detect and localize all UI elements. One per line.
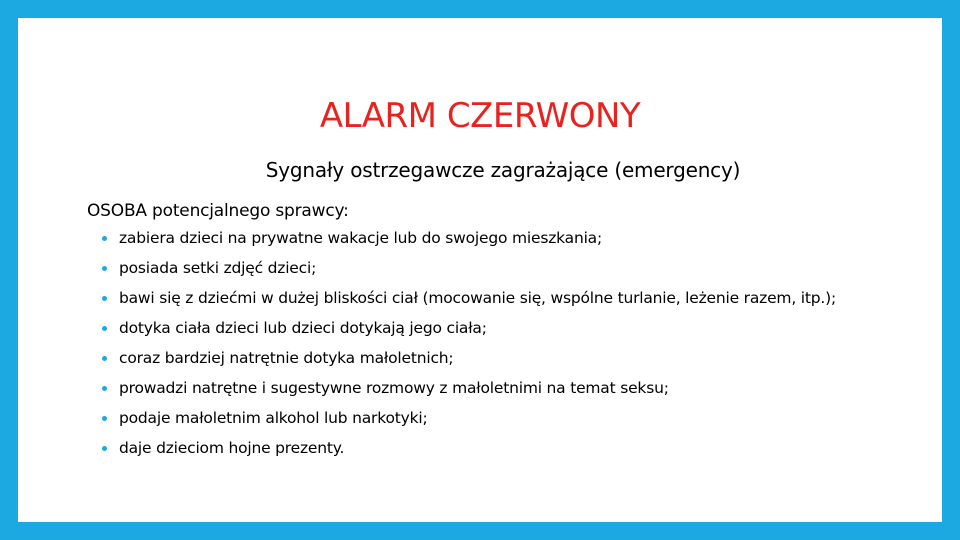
bullet-dot-icon	[102, 386, 107, 391]
bullet-text: bawi się z dziećmi w dużej bliskości ciał (mocowanie się, wspólne turlanie, leżenie razem, itp.);	[119, 289, 836, 307]
bullet-text: coraz bardziej natrętnie dotyka małoletnich;	[119, 349, 454, 367]
bullet-text: posiada setki zdjęć dzieci;	[119, 259, 317, 277]
bullet-item	[102, 376, 862, 400]
bullet-dot-icon	[102, 326, 107, 331]
slide-title: ALARM CZERWONY	[319, 96, 641, 136]
bullet-item	[102, 316, 862, 340]
bullet-item	[102, 406, 862, 430]
bullet-dot-icon	[102, 416, 107, 421]
bullet-text: prowadzi natrętne i sugestywne rozmowy z małoletnimi na temat seksu;	[119, 379, 669, 397]
bullet-dot-icon	[102, 296, 107, 301]
bullet-dot-icon	[102, 446, 107, 451]
bullet-item	[102, 346, 862, 370]
bullet-dot-icon	[102, 266, 107, 271]
slide-subtitle: Sygnały ostrzegawcze zagrażające (emergency)	[265, 158, 741, 182]
bullet-dot-icon	[102, 236, 107, 241]
bullet-text: dotyka ciała dzieci lub dzieci dotykają jego ciała;	[119, 319, 487, 337]
bullet-item	[102, 286, 862, 310]
bullet-text: daje dzieciom hojne prezenty.	[119, 439, 345, 457]
bullet-item	[102, 226, 862, 250]
bullet-list	[102, 226, 862, 466]
bullet-item	[102, 256, 862, 280]
bullet-text: zabiera dzieci na prywatne wakacje lub do swojego mieszkania;	[119, 229, 603, 247]
lead-text: OSOBA potencjalnego sprawcy:	[87, 201, 349, 221]
slide	[18, 18, 942, 522]
bullet-item	[102, 436, 862, 460]
bullet-dot-icon	[102, 356, 107, 361]
bullet-text: podaje małoletnim alkohol lub narkotyki;	[119, 409, 428, 427]
